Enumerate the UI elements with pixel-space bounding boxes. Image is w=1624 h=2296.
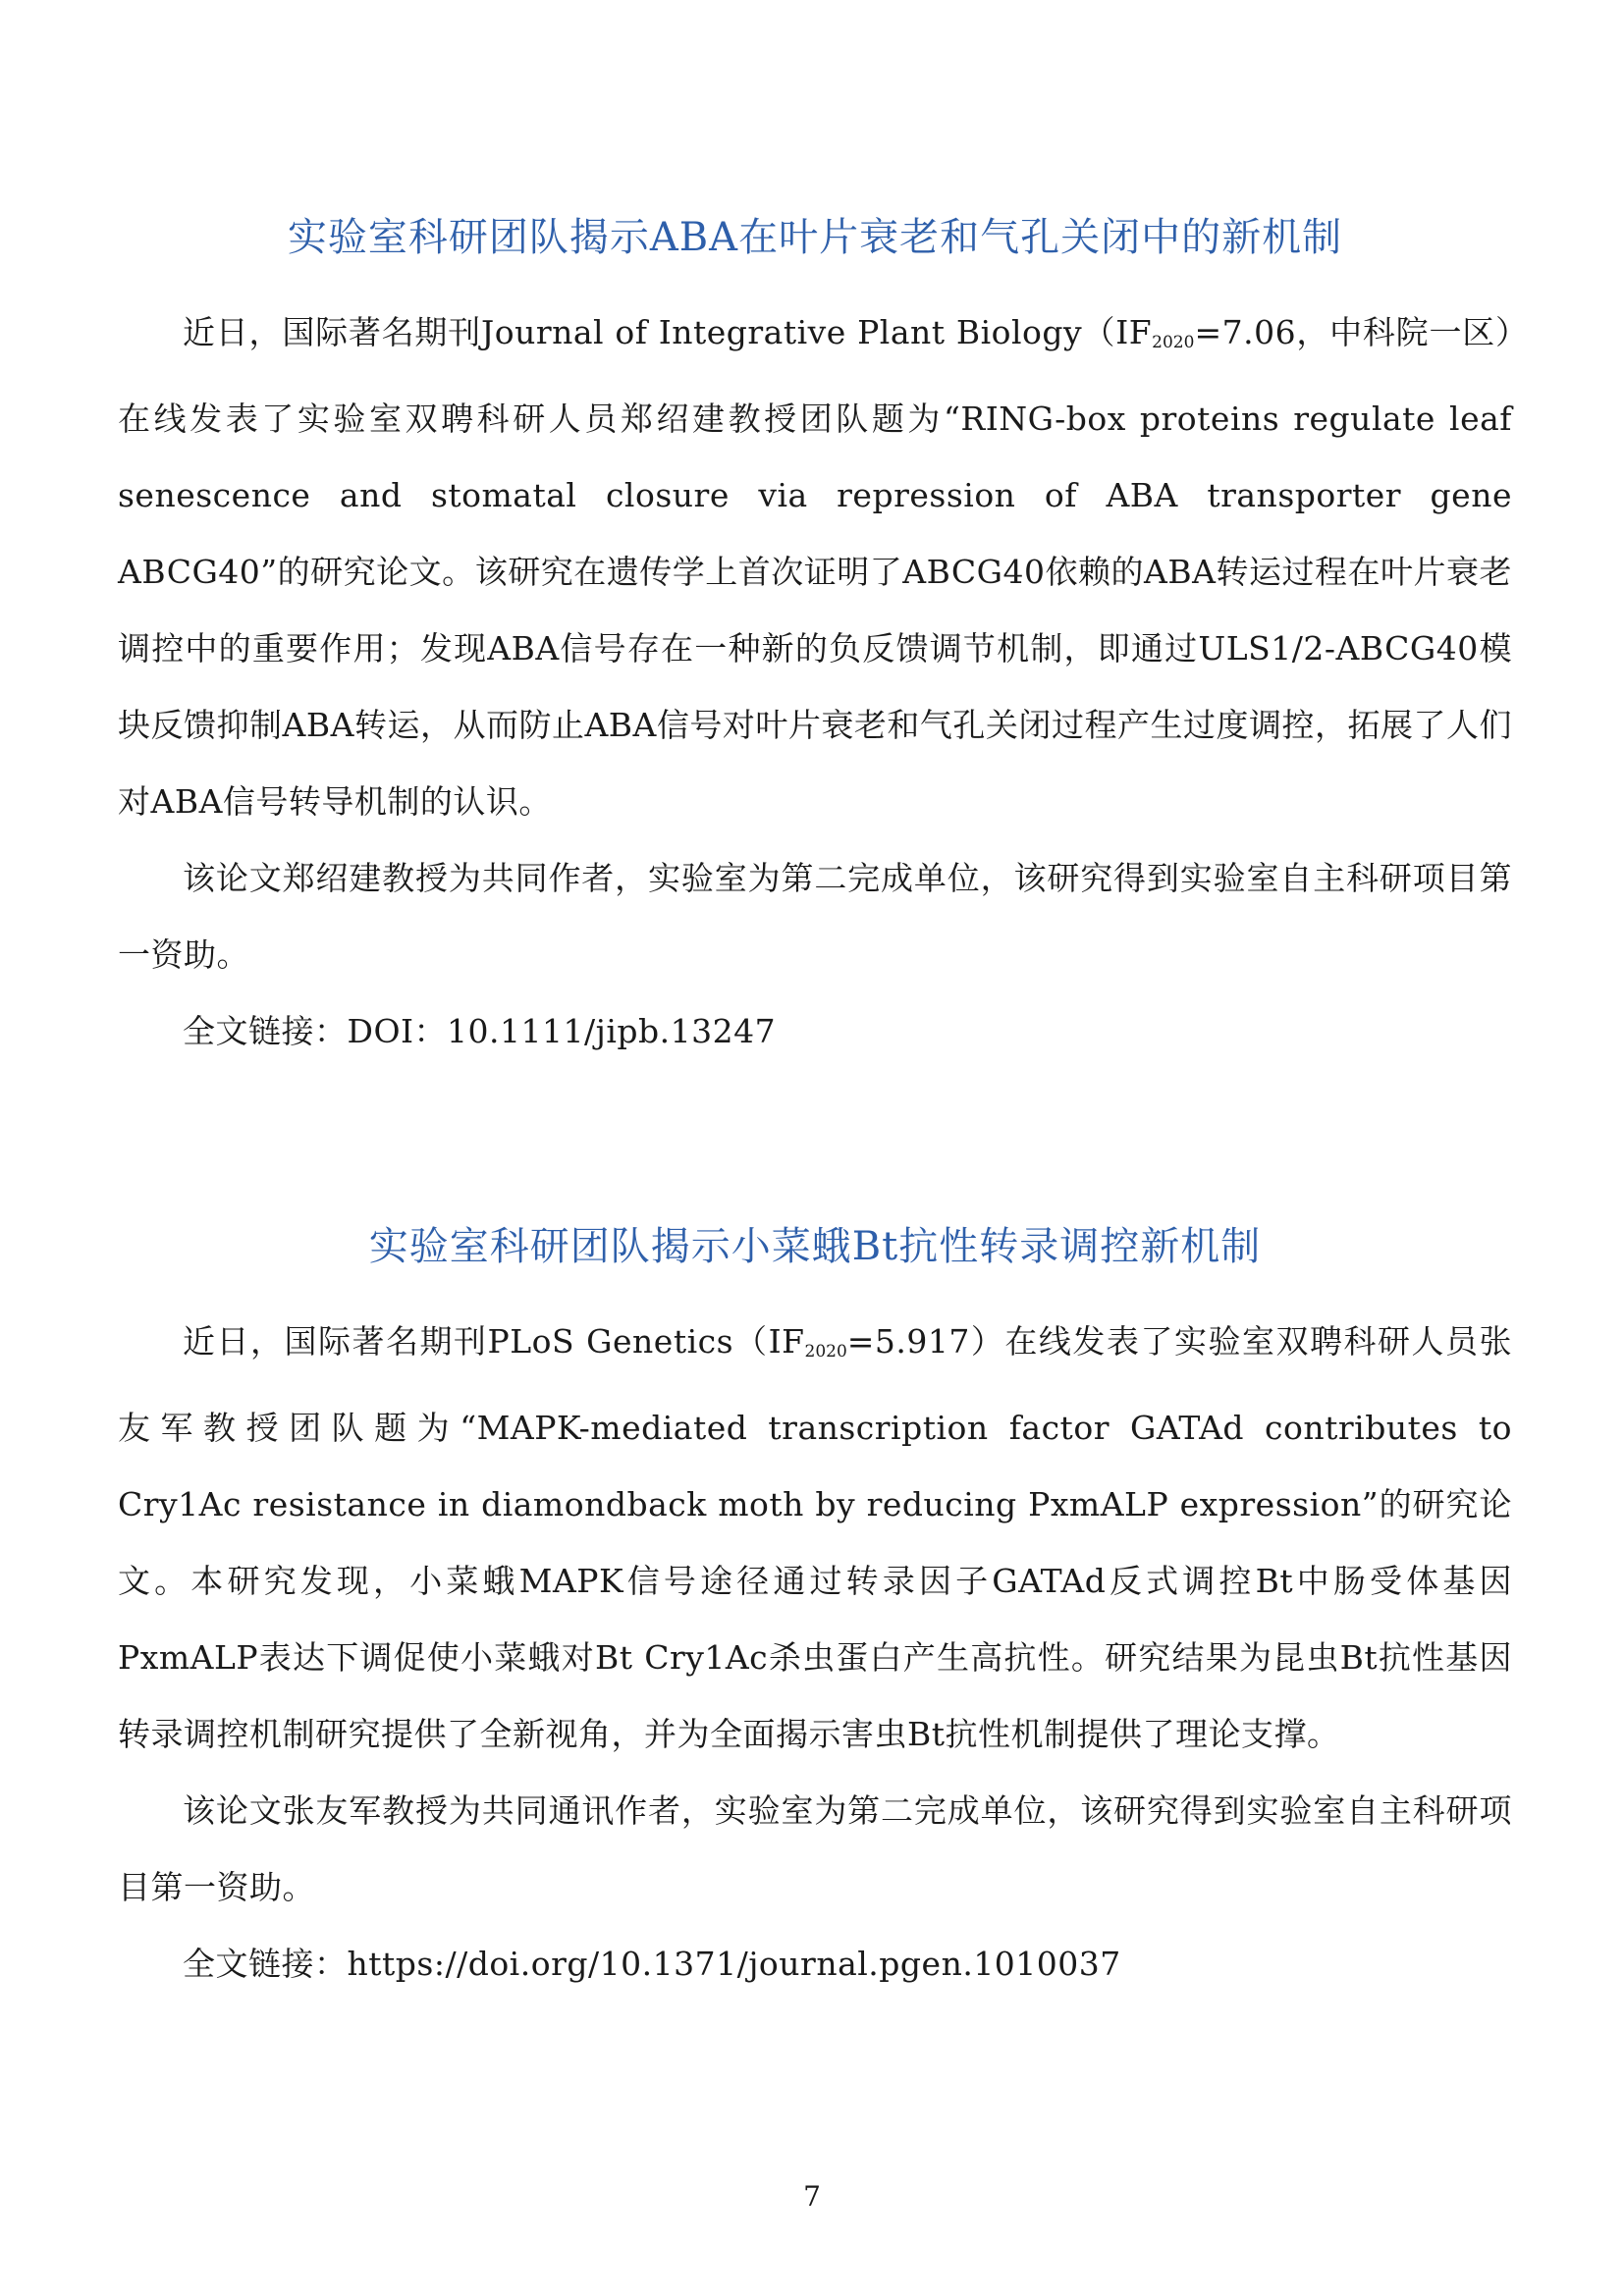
paragraph-text: =5.917）在线发表了实验室双聘科研人员张友军教授团队题为“MAPK-mediated transcription factor GATAd contributes to Cry1Ac resistance in diamondback moth by reducing PxmALP expression”的研究论文。本研究发现，小菜蛾MAPK信号途径通过转录因子GATAd反式调控Bt中肠受体基因PxmALP表达下调促使小菜蛾对Bt Cry1Ac杀虫蛋白产生高抗性。研究结果为昆虫Bt抗性基因转录调控机制研究提供了全新视角，并为全面揭示害虫Bt抗性机制提供了理论支撑。 [118,1322,1513,1753]
paragraph-text: 近日，国际著名期刊PLoS Genetics（IF [183,1322,805,1361]
article-title: 实验室科研团队揭示ABA在叶片衰老和气孔关闭中的新机制 [287,215,1343,260]
article-paragraph-2: 该论文郑绍建教授为共同作者，实验室为第二完成单位，该研究得到实验室自主科研项目第一资助。 [118,859,1512,974]
article-aba-leaf-senescence [118,206,1512,1070]
page-number: 7 [803,2180,821,2213]
article-paragraph-1 [118,1304,1512,1773]
article-paragraph-1 [118,294,1512,840]
article-paragraph-2: 该论文张友军教授为共同通讯作者，实验室为第二完成单位，该研究得到实验室自主科研项目第一资助。 [118,1791,1512,1906]
impact-factor-year: 2020 [804,1342,847,1362]
article-title: 实验室科研团队揭示小菜蛾Bt抗性转录调控新机制 [368,1224,1262,1269]
full-text-link[interactable]: 全文链接：DOI：10.1111/jipb.13247 [183,1012,777,1050]
article-diamondback-moth-bt-resistance [118,1215,1512,2002]
full-text-link[interactable]: 全文链接：https://doi.org/10.1371/journal.pgen.1010037 [183,1945,1121,1983]
paragraph-text: 近日，国际著名期刊Journal of Integrative Plant Biology（IF [183,313,1153,351]
paragraph-text: =7.06，中科院一区）在线发表了实验室双聘科研人员郑绍建教授团队题为“RING-box proteins regulate leaf senescence and stomatal closure via repression of ABA transporter gene ABCG40”的研究论文。该研究在遗传学上首次证明了ABCG40依赖的ABA转运过程在叶片衰老调控中的重要作用；发现ABA信号存在一种新的负反馈调节机制，即通过ULS1/2-ABCG40模块反馈抑制ABA转运，从而防止ABA信号对叶片衰老和气孔关闭过程产生过度调控，拓展了人们对ABA信号转导机制的认识。 [118,313,1512,821]
impact-factor-year: 2020 [1152,333,1195,352]
